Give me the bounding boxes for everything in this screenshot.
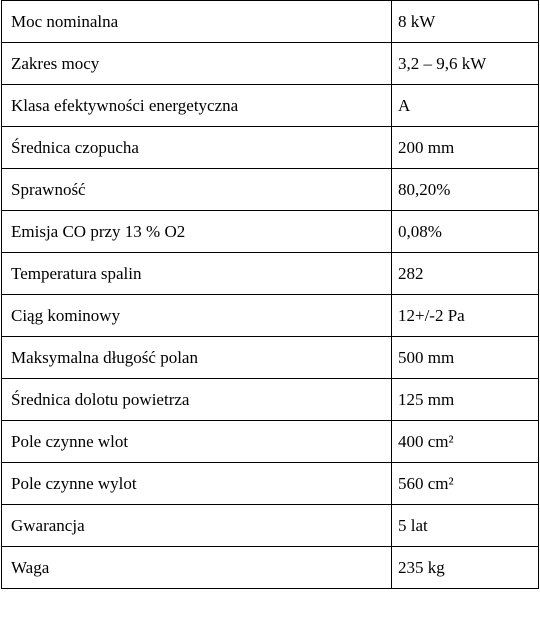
spec-value: 200 mm	[392, 127, 539, 169]
spec-label: Zakres mocy	[2, 43, 392, 85]
table-row	[2, 547, 539, 589]
spec-value: 235 kg	[392, 547, 539, 589]
table-row	[2, 337, 539, 379]
spec-value: 560 cm²	[392, 463, 539, 505]
spec-value: 8 kW	[392, 1, 539, 43]
spec-label: Pole czynne wylot	[2, 463, 392, 505]
spec-value: 125 mm	[392, 379, 539, 421]
spec-label: Moc nominalna	[2, 1, 392, 43]
table-row	[2, 169, 539, 211]
spec-value: 12+/-2 Pa	[392, 295, 539, 337]
spec-label: Średnica dolotu powietrza	[2, 379, 392, 421]
spec-label: Emisja CO przy 13 % O2	[2, 211, 392, 253]
table-row	[2, 211, 539, 253]
table-row	[2, 463, 539, 505]
spec-label: Sprawność	[2, 169, 392, 211]
table-row	[2, 505, 539, 547]
spec-value: 3,2 – 9,6 kW	[392, 43, 539, 85]
spec-label: Gwarancja	[2, 505, 392, 547]
spec-label: Średnica czopucha	[2, 127, 392, 169]
spec-value: 5 lat	[392, 505, 539, 547]
spec-value: 500 mm	[392, 337, 539, 379]
spec-label: Maksymalna długość polan	[2, 337, 392, 379]
table-row	[2, 379, 539, 421]
table-row	[2, 421, 539, 463]
spec-value: 282	[392, 253, 539, 295]
spec-label: Pole czynne wlot	[2, 421, 392, 463]
spec-value: 0,08%	[392, 211, 539, 253]
table-row	[2, 253, 539, 295]
table-row	[2, 43, 539, 85]
spec-label: Klasa efektywności energetyczna	[2, 85, 392, 127]
spec-value: 80,20%	[392, 169, 539, 211]
table-row	[2, 85, 539, 127]
spec-label: Ciąg kominowy	[2, 295, 392, 337]
table-row	[2, 127, 539, 169]
table-row	[2, 295, 539, 337]
specs-table	[1, 0, 539, 589]
table-row	[2, 1, 539, 43]
spec-value: A	[392, 85, 539, 127]
spec-label: Waga	[2, 547, 392, 589]
spec-value: 400 cm²	[392, 421, 539, 463]
spec-label: Temperatura spalin	[2, 253, 392, 295]
